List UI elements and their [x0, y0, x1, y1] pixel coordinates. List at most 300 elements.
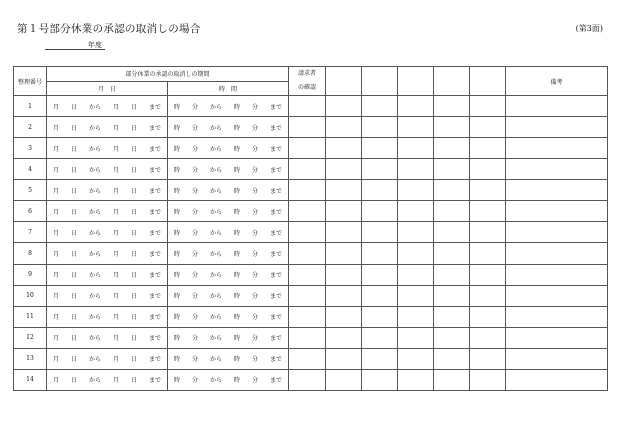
time-token: 時	[173, 335, 180, 343]
col-remarks-header: 備考	[506, 67, 608, 96]
date-token: 月	[112, 103, 119, 111]
blank-cell[interactable]	[434, 138, 470, 159]
blank-cell[interactable]	[470, 222, 506, 243]
time-token: 時	[233, 187, 240, 195]
time-token: 時	[233, 166, 240, 174]
time-token: 分	[191, 187, 198, 195]
time-token: 分	[191, 145, 198, 153]
time-token: 時	[173, 377, 180, 385]
blank-cell[interactable]	[470, 306, 506, 327]
blank-cell[interactable]	[434, 369, 470, 390]
time-token: から	[209, 250, 222, 258]
time-token: 分	[251, 229, 258, 237]
time-token: 分	[191, 293, 198, 301]
time-token: まで	[269, 272, 282, 280]
header-row-1	[14, 67, 608, 82]
time-period-cell[interactable]	[168, 243, 289, 264]
date-token: 日	[70, 272, 77, 280]
blank-cell[interactable]	[470, 159, 506, 180]
year-label: 年度	[88, 41, 102, 49]
blank-cell[interactable]	[434, 348, 470, 369]
row-number: 13	[14, 348, 47, 369]
blank-cell[interactable]	[362, 117, 398, 138]
date-token: 日	[130, 166, 137, 174]
blank-header-col	[362, 67, 398, 96]
time-period-cell[interactable]	[168, 348, 289, 369]
date-token: から	[88, 208, 101, 216]
blank-cell[interactable]	[470, 138, 506, 159]
row-number: 4	[14, 159, 47, 180]
date-token: から	[88, 293, 101, 301]
row-number: 12	[14, 327, 47, 348]
col-number-header: 整理番号	[14, 67, 47, 96]
date-period-cell[interactable]	[47, 369, 168, 390]
requester-check-cell[interactable]	[289, 243, 326, 264]
time-token: まで	[269, 356, 282, 364]
blank-cell[interactable]	[398, 348, 434, 369]
time-token: 時	[173, 145, 180, 153]
date-token: 月	[52, 166, 59, 174]
requester-line2: の確認	[298, 84, 317, 91]
time-token: 時	[233, 250, 240, 258]
time-token: 時	[173, 208, 180, 216]
time-token: まで	[269, 166, 282, 174]
date-period-cell[interactable]	[47, 117, 168, 138]
time-token: 時	[173, 314, 180, 322]
blank-cell[interactable]	[398, 222, 434, 243]
date-period-cell[interactable]	[47, 201, 168, 222]
blank-cell[interactable]	[434, 243, 470, 264]
blank-cell[interactable]	[326, 306, 362, 327]
date-token: まで	[148, 229, 161, 237]
time-token: まで	[269, 124, 282, 132]
time-token: 分	[251, 103, 258, 111]
blank-cell[interactable]	[326, 117, 362, 138]
table-row	[14, 264, 608, 285]
time-token: 分	[251, 356, 258, 364]
row-number: 7	[14, 222, 47, 243]
blank-cell[interactable]	[398, 159, 434, 180]
remarks-cell[interactable]	[506, 201, 608, 222]
requester-check-cell[interactable]	[289, 138, 326, 159]
date-token: 日	[130, 103, 137, 111]
blank-cell[interactable]	[434, 264, 470, 285]
blank-cell[interactable]	[326, 243, 362, 264]
time-token: 分	[191, 314, 198, 322]
time-token: 時	[233, 103, 240, 111]
blank-cell[interactable]	[470, 264, 506, 285]
date-token: 月	[52, 377, 59, 385]
row-number: 3	[14, 138, 47, 159]
time-token: から	[209, 377, 222, 385]
date-token: 月	[112, 166, 119, 174]
date-period-cell[interactable]	[47, 285, 168, 306]
table-row	[14, 180, 608, 201]
time-token: 分	[251, 335, 258, 343]
time-token: から	[209, 124, 222, 132]
remarks-cell[interactable]	[506, 159, 608, 180]
blank-cell[interactable]	[398, 138, 434, 159]
date-token: から	[88, 229, 101, 237]
time-token: 分	[251, 145, 258, 153]
date-token: まで	[148, 293, 161, 301]
blank-cell[interactable]	[362, 96, 398, 117]
col-month-day-header: 月 日	[47, 81, 168, 96]
time-token: 分	[191, 356, 198, 364]
row-number: 14	[14, 369, 47, 390]
remarks-cell[interactable]	[506, 243, 608, 264]
time-token: 時	[233, 314, 240, 322]
date-token: から	[88, 272, 101, 280]
date-token: 月	[112, 187, 119, 195]
date-token: 月	[112, 377, 119, 385]
blank-cell[interactable]	[362, 159, 398, 180]
date-token: まで	[148, 166, 161, 174]
blank-cell[interactable]	[470, 180, 506, 201]
requester-check-cell[interactable]	[289, 306, 326, 327]
date-token: から	[88, 124, 101, 132]
blank-cell[interactable]	[362, 306, 398, 327]
date-token: 日	[70, 250, 77, 258]
time-token: から	[209, 356, 222, 364]
date-token: 月	[52, 293, 59, 301]
time-token: まで	[269, 145, 282, 153]
remarks-cell[interactable]	[506, 348, 608, 369]
blank-cell[interactable]	[398, 285, 434, 306]
blank-cell[interactable]	[362, 243, 398, 264]
time-token: から	[209, 208, 222, 216]
time-token: 時	[233, 377, 240, 385]
requester-check-cell[interactable]	[289, 369, 326, 390]
time-token: まで	[269, 229, 282, 237]
time-token: 分	[191, 335, 198, 343]
blank-cell[interactable]	[470, 285, 506, 306]
time-period-cell[interactable]	[168, 327, 289, 348]
blank-header-col	[326, 67, 362, 96]
time-token: 分	[191, 166, 198, 174]
time-token: 分	[251, 187, 258, 195]
requester-check-cell[interactable]	[289, 348, 326, 369]
date-token: 日	[70, 208, 77, 216]
blank-cell[interactable]	[326, 138, 362, 159]
date-token: 日	[130, 250, 137, 258]
date-token: 日	[130, 272, 137, 280]
blank-header-col	[398, 67, 434, 96]
blank-cell[interactable]	[470, 243, 506, 264]
date-token: 日	[70, 145, 77, 153]
row-number: 6	[14, 201, 47, 222]
blank-cell[interactable]	[470, 117, 506, 138]
time-period-cell[interactable]	[168, 222, 289, 243]
time-token: 時	[173, 103, 180, 111]
blank-cell[interactable]	[398, 117, 434, 138]
date-token: 月	[52, 272, 59, 280]
blank-cell[interactable]	[434, 306, 470, 327]
remarks-cell[interactable]	[506, 306, 608, 327]
time-token: 時	[173, 166, 180, 174]
blank-cell[interactable]	[326, 369, 362, 390]
blank-cell[interactable]	[434, 285, 470, 306]
blank-cell[interactable]	[326, 180, 362, 201]
date-token: 日	[70, 229, 77, 237]
remarks-cell[interactable]	[506, 180, 608, 201]
time-token: まで	[269, 377, 282, 385]
time-token: から	[209, 103, 222, 111]
blank-cell[interactable]	[362, 369, 398, 390]
time-period-cell[interactable]	[168, 369, 289, 390]
date-token: 月	[52, 314, 59, 322]
blank-cell[interactable]	[326, 348, 362, 369]
blank-cell[interactable]	[362, 348, 398, 369]
blank-cell[interactable]	[362, 138, 398, 159]
date-token: 月	[52, 335, 59, 343]
time-token: から	[209, 335, 222, 343]
blank-cell[interactable]	[326, 264, 362, 285]
blank-cell[interactable]	[470, 96, 506, 117]
blank-cell[interactable]	[326, 96, 362, 117]
blank-cell[interactable]	[362, 285, 398, 306]
requester-check-cell[interactable]	[289, 264, 326, 285]
remarks-cell[interactable]	[506, 96, 608, 117]
date-token: まで	[148, 124, 161, 132]
date-token: 日	[70, 377, 77, 385]
date-token: まで	[148, 250, 161, 258]
blank-cell[interactable]	[326, 159, 362, 180]
date-token: 月	[112, 145, 119, 153]
blank-cell[interactable]	[398, 180, 434, 201]
date-period-cell[interactable]	[47, 348, 168, 369]
time-token: まで	[269, 293, 282, 301]
time-period-cell[interactable]	[168, 285, 289, 306]
requester-check-cell[interactable]	[289, 222, 326, 243]
date-token: まで	[148, 356, 161, 364]
time-token: まで	[269, 103, 282, 111]
date-token: 日	[70, 187, 77, 195]
date-token: 月	[52, 250, 59, 258]
time-period-cell[interactable]	[168, 159, 289, 180]
date-token: 日	[130, 335, 137, 343]
date-token: 月	[52, 356, 59, 364]
blank-cell[interactable]	[398, 201, 434, 222]
remarks-cell[interactable]	[506, 264, 608, 285]
date-token: 月	[112, 124, 119, 132]
date-period-cell[interactable]	[47, 159, 168, 180]
time-token: 分	[251, 250, 258, 258]
blank-header-col	[470, 67, 506, 96]
date-token: 日	[130, 377, 137, 385]
table-row	[14, 327, 608, 348]
time-token: 分	[251, 166, 258, 174]
time-token: まで	[269, 314, 282, 322]
time-token: 時	[233, 293, 240, 301]
table-row	[14, 138, 608, 159]
time-period-cell[interactable]	[168, 201, 289, 222]
remarks-cell[interactable]	[506, 369, 608, 390]
date-period-cell[interactable]	[47, 306, 168, 327]
time-token: 時	[233, 335, 240, 343]
time-period-cell[interactable]	[168, 138, 289, 159]
time-token: 時	[233, 356, 240, 364]
date-period-cell[interactable]	[47, 180, 168, 201]
date-period-cell[interactable]	[47, 96, 168, 117]
page-face-label: (第3面)	[575, 24, 603, 33]
time-token: 分	[191, 229, 198, 237]
date-token: 月	[112, 293, 119, 301]
time-token: 分	[191, 103, 198, 111]
blank-cell[interactable]	[326, 222, 362, 243]
requester-check-cell[interactable]	[289, 180, 326, 201]
row-number: 11	[14, 306, 47, 327]
date-token: 月	[52, 208, 59, 216]
requester-check-cell[interactable]	[289, 327, 326, 348]
table-row	[14, 117, 608, 138]
time-token: 分	[251, 208, 258, 216]
time-token: から	[209, 314, 222, 322]
date-token: から	[88, 166, 101, 174]
date-token: 日	[130, 145, 137, 153]
time-token: 時	[173, 356, 180, 364]
form-title: 第１号部分休業の承認の取消しの場合	[17, 23, 201, 35]
date-token: まで	[148, 335, 161, 343]
date-token: から	[88, 335, 101, 343]
blank-cell[interactable]	[326, 285, 362, 306]
time-period-cell[interactable]	[168, 180, 289, 201]
date-token: から	[88, 377, 101, 385]
blank-cell[interactable]	[326, 201, 362, 222]
blank-cell[interactable]	[398, 369, 434, 390]
time-token: まで	[269, 208, 282, 216]
date-token: 月	[112, 335, 119, 343]
time-token: 分	[191, 272, 198, 280]
cancellation-table	[13, 66, 608, 391]
date-token: 月	[52, 229, 59, 237]
time-period-cell[interactable]	[168, 306, 289, 327]
blank-cell[interactable]	[362, 201, 398, 222]
requester-line1: 請求者	[298, 70, 317, 77]
date-token: まで	[148, 377, 161, 385]
remarks-cell[interactable]	[506, 138, 608, 159]
requester-check-cell[interactable]	[289, 285, 326, 306]
blank-cell[interactable]	[434, 159, 470, 180]
date-token: から	[88, 103, 101, 111]
date-token: 日	[130, 293, 137, 301]
time-token: まで	[269, 187, 282, 195]
date-token: 日	[130, 356, 137, 364]
date-token: まで	[148, 208, 161, 216]
time-period-cell[interactable]	[168, 96, 289, 117]
blank-cell[interactable]	[470, 327, 506, 348]
date-token: 日	[70, 356, 77, 364]
date-token: 月	[52, 187, 59, 195]
blank-cell[interactable]	[362, 327, 398, 348]
date-token: まで	[148, 103, 161, 111]
blank-cell[interactable]	[398, 243, 434, 264]
remarks-cell[interactable]	[506, 222, 608, 243]
time-token: 時	[233, 145, 240, 153]
date-token: 日	[70, 335, 77, 343]
blank-cell[interactable]	[362, 180, 398, 201]
requester-check-cell[interactable]	[289, 96, 326, 117]
blank-cell[interactable]	[398, 264, 434, 285]
blank-cell[interactable]	[434, 327, 470, 348]
date-period-cell[interactable]	[47, 222, 168, 243]
date-token: 日	[70, 124, 77, 132]
blank-cell[interactable]	[434, 117, 470, 138]
requester-check-cell[interactable]	[289, 117, 326, 138]
table-row	[14, 369, 608, 390]
date-token: 月	[112, 250, 119, 258]
date-token: まで	[148, 272, 161, 280]
time-token: から	[209, 229, 222, 237]
table-row	[14, 222, 608, 243]
blank-cell[interactable]	[398, 306, 434, 327]
time-period-cell[interactable]	[168, 264, 289, 285]
remarks-cell[interactable]	[506, 285, 608, 306]
time-token: から	[209, 272, 222, 280]
blank-cell[interactable]	[398, 327, 434, 348]
blank-cell[interactable]	[434, 180, 470, 201]
date-token: から	[88, 187, 101, 195]
time-token: 時	[173, 250, 180, 258]
time-token: から	[209, 145, 222, 153]
time-token: 分	[191, 377, 198, 385]
blank-cell[interactable]	[470, 201, 506, 222]
date-token: まで	[148, 145, 161, 153]
blank-cell[interactable]	[434, 201, 470, 222]
time-token: 時	[173, 272, 180, 280]
time-token: 分	[191, 250, 198, 258]
date-token: まで	[148, 187, 161, 195]
date-period-cell[interactable]	[47, 138, 168, 159]
date-token: 月	[112, 356, 119, 364]
date-period-cell[interactable]	[47, 243, 168, 264]
row-number: 8	[14, 243, 47, 264]
date-period-cell[interactable]	[47, 327, 168, 348]
time-token: 分	[251, 272, 258, 280]
blank-cell[interactable]	[434, 222, 470, 243]
requester-check-cell[interactable]	[289, 159, 326, 180]
table-row	[14, 306, 608, 327]
blank-cell[interactable]	[362, 264, 398, 285]
table-row	[14, 285, 608, 306]
date-token: 月	[52, 124, 59, 132]
remarks-cell[interactable]	[506, 327, 608, 348]
time-token: 時	[233, 124, 240, 132]
time-period-cell[interactable]	[168, 117, 289, 138]
time-token: 時	[233, 229, 240, 237]
date-token: から	[88, 145, 101, 153]
time-token: から	[209, 166, 222, 174]
blank-cell[interactable]	[326, 327, 362, 348]
blank-cell[interactable]	[362, 222, 398, 243]
blank-cell[interactable]	[398, 96, 434, 117]
requester-check-cell[interactable]	[289, 201, 326, 222]
time-token: 分	[251, 314, 258, 322]
remarks-cell[interactable]	[506, 117, 608, 138]
table-row	[14, 243, 608, 264]
blank-cell[interactable]	[470, 369, 506, 390]
blank-cell[interactable]	[434, 96, 470, 117]
time-token: 分	[251, 377, 258, 385]
date-token: 月	[112, 314, 119, 322]
blank-cell[interactable]	[470, 348, 506, 369]
time-token: 時	[233, 208, 240, 216]
time-token: 時	[173, 124, 180, 132]
row-number: 10	[14, 285, 47, 306]
row-number: 1	[14, 96, 47, 117]
date-period-cell[interactable]	[47, 264, 168, 285]
time-token: 時	[173, 187, 180, 195]
